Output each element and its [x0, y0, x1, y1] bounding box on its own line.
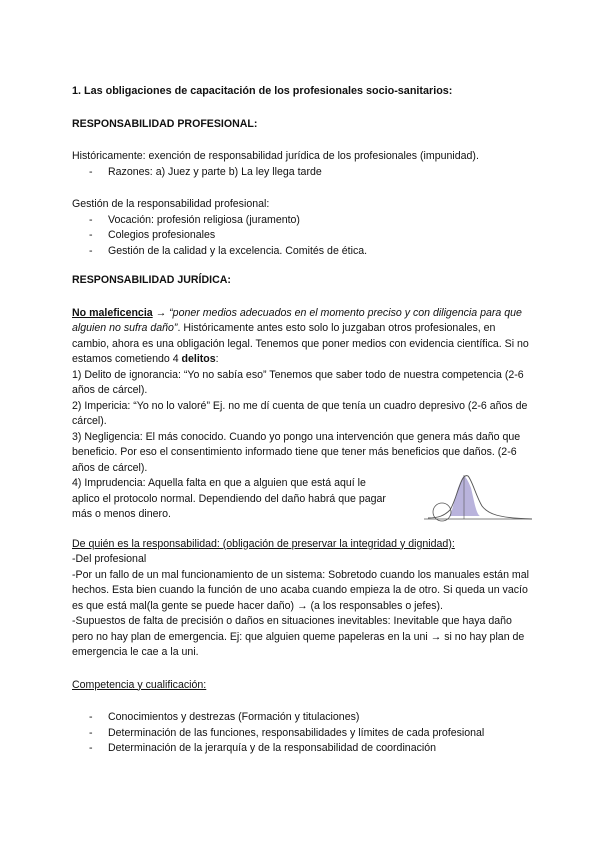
quien-line: -Supuestos de falta de precisión o daños en situaciones inevitables: Inevitable que haya daño pero no hay plan de emergencia. Ej: que alguien queme papeleras en la uni → si no hay plan de emergencia le cae a la uni.	[72, 615, 525, 658]
heading-competencia: Competencia y cualificación:	[72, 678, 207, 691]
quien-line: -Por un fallo de un mal funcionamiento de un sistema: Sobretodo cuando los manuales están mal hechos. Esta bien cuando la función de uno acaba cuando empieza la de otro. Si queda un vacío es que está mal(la gente se puede hacer daño) → (a los responsables o jefes).	[72, 568, 529, 612]
heading-de-quien: De quién es la responsabilidad: (obligación de preservar la integridad y dignidad):	[72, 537, 455, 550]
razones-list	[72, 165, 532, 181]
document-page	[72, 84, 532, 757]
delito-ignorancia: 1) Delito de ignorancia: “Yo no sabía eso” Tenemos que saber todo de nuestra competencia (2-6 años de cárcel).	[72, 368, 524, 396]
normal-curve-figure	[424, 472, 536, 524]
no-maleficencia-term: No maleficencia	[72, 306, 153, 319]
gestion-list	[72, 213, 532, 260]
arrow-glyph: →	[152, 306, 170, 319]
historico-paragraph: Históricamente: exención de responsabilidad jurídica de los profesionales (impunidad).	[72, 150, 479, 162]
list-item: - Razones: a) Juez y parte b) La ley llega tarde	[72, 165, 532, 181]
list-item: - Vocación: profesión religiosa (juramento)	[72, 213, 532, 229]
quien-line: -Del profesional	[72, 553, 147, 565]
heading-responsabilidad-juridica: RESPONSABILIDAD JURÍDICA:	[72, 274, 231, 286]
heading-responsabilidad-profesional: RESPONSABILIDAD PROFESIONAL:	[72, 117, 258, 130]
list-item: - Determinación de la jerarquía y de la responsabilidad de coordinación	[72, 741, 532, 757]
competencia-list	[72, 710, 532, 757]
list-item: - Conocimientos y destrezas (Formación y titulaciones)	[72, 710, 532, 726]
colon: :	[215, 353, 219, 365]
delito-impericia: 2) Impericia: “Yo no lo valoré” Ej. no me dí cuenta de que tenía un cuadro depresivo (2-6 años de cárcel).	[72, 399, 528, 427]
no-maleficencia-text: . Históricamente antes esto solo lo juzgaban otros profesionales, en cambio, ahora es una obligación legal. Tenemos que poner medios con evidencia científica. Si no estamos cometiendo 4	[72, 322, 529, 365]
imprudencia-block	[72, 476, 532, 523]
page-title: 1. Las obligaciones de capacitación de los profesionales socio-sanitarios:	[72, 85, 453, 97]
delito-negligencia: 3) Negligencia: El más conocido. Cuando yo pongo una intervención que genera más daño que beneficio. Por eso el consentimiento informado tiene que tener más beneficios que daños. (2-6 años de cárcel).	[72, 430, 521, 474]
gestion-intro: Gestión de la responsabilidad profesional:	[72, 198, 270, 210]
curve-line	[428, 476, 532, 519]
no-maleficencia-paragraph	[72, 306, 532, 368]
list-item: - Gestión de la calidad y la excelencia. Comités de ética.	[72, 244, 532, 260]
list-item: - Colegios profesionales	[72, 228, 532, 244]
delito-imprudencia: 4) Imprudencia: Aquella falta en que a alguien que está aquí le aplico el protocolo normal. Dependiendo del daño habrá que pagar más o menos dinero.	[72, 477, 386, 520]
no-maleficencia-quote: “poner medios adecuados en el momento preciso y con diligencia para que alguien no sufra daño”	[72, 306, 522, 334]
list-item: - Determinación de las funciones, responsabilidades y límites de cada profesional	[72, 726, 532, 742]
delitos-word: delitos	[181, 353, 216, 365]
